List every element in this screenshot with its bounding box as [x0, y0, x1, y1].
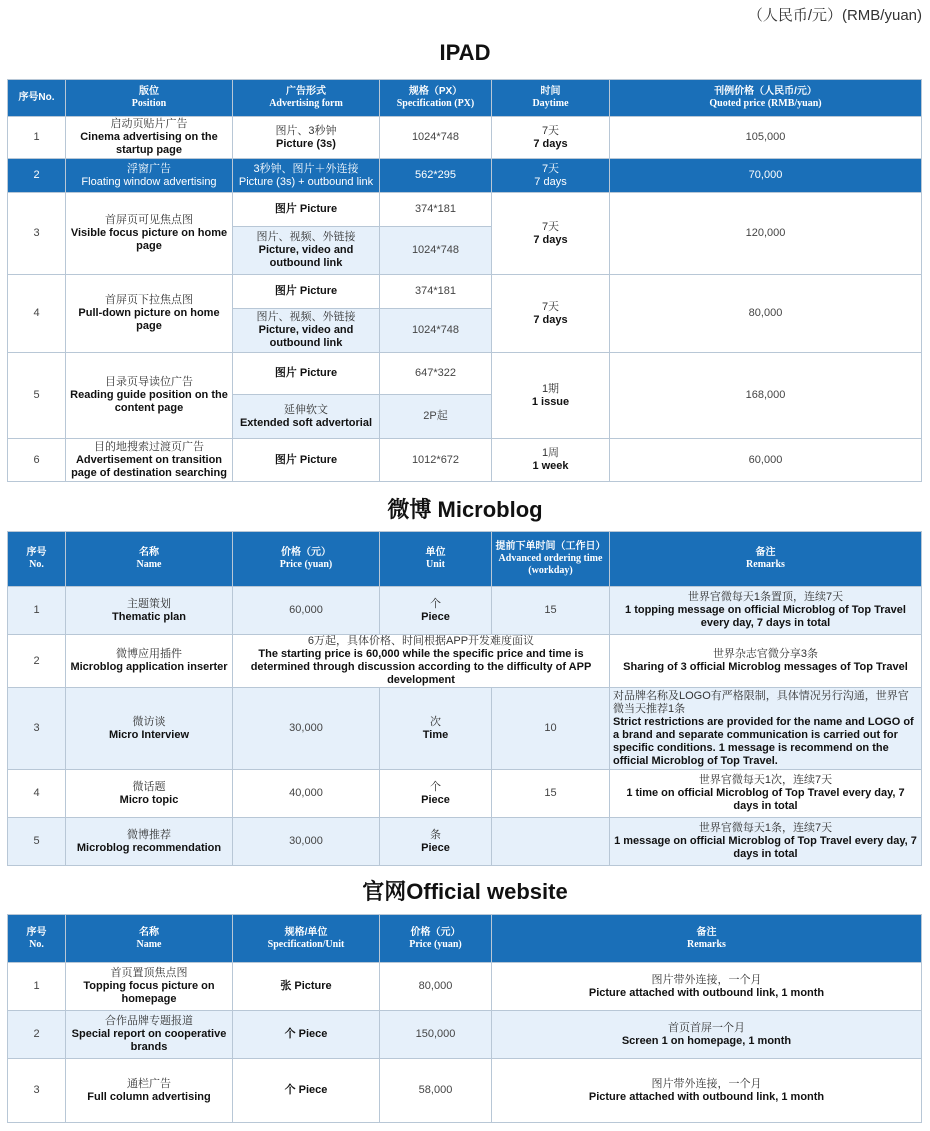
remark-cell: 首页首屏一个月 Screen 1 on homepage, 1 month [492, 1011, 922, 1059]
ipad-header-time: 时间 Daytime [492, 80, 610, 117]
spec-cell: 1012*672 [380, 439, 492, 482]
microblog-header-price: 价格（元） Price (yuan) [233, 532, 380, 587]
remark-cell: 世界官微每天1次，连续7天 1 time on official Microblog of Top Travel every day, 7 days in total [610, 770, 922, 818]
price-cell: 70,000 [610, 159, 922, 193]
ipad-header-form: 广告形式 Advertising form [233, 80, 380, 117]
microblog-table [7, 531, 922, 866]
price-cell: 80,000 [610, 275, 922, 353]
name-cell: 微话题 Micro topic [66, 770, 233, 818]
price-cell: 150,000 [380, 1011, 492, 1059]
ipad-header-spec: 规格（PX） Specification (PX) [380, 80, 492, 117]
price-cell: 58,000 [380, 1059, 492, 1123]
row-no: 2 [8, 159, 66, 193]
time-cell: 7天 7 days [492, 159, 610, 193]
remark-cell: 图片带外连接，一个月 Picture attached with outbound link, 1 month [492, 1059, 922, 1123]
table-row [8, 635, 922, 688]
unit-cell: 次 Time [380, 688, 492, 770]
microblog-header-lead-time: 提前下单时间（工作日） Advanced ordering time (workday) [492, 532, 610, 587]
ipad-header-row [8, 80, 922, 117]
spec-cell: 1024*748 [380, 117, 492, 159]
row-no: 5 [8, 353, 66, 439]
form-cell: 图片 Picture [233, 353, 380, 395]
spec-cell: 1024*748 [380, 309, 492, 353]
time-cell: 1期 1 issue [492, 353, 610, 439]
remark-cell: 世界官微每天1条，连续7天 1 message on official Microblog of Top Travel every day, 7 days in total [610, 818, 922, 866]
row-no: 4 [8, 770, 66, 818]
website-header-price: 价格（元） Price (yuan) [380, 915, 492, 963]
website-header-name: 名称 Name [66, 915, 233, 963]
time-cell: 7天 7 days [492, 275, 610, 353]
position-cell: 浮窗广告 Floating window advertising [66, 159, 233, 193]
name-cell: 通栏广告 Full column advertising [66, 1059, 233, 1123]
time-cell: 7天 7 days [492, 117, 610, 159]
form-cell: 图片、视频、外链接 Picture, video and outbound link [233, 309, 380, 353]
unit-cell: 个 Piece [380, 770, 492, 818]
spec-cell: 1024*748 [380, 227, 492, 275]
microblog-header-remarks: 备注 Remarks [610, 532, 922, 587]
price-cell: 105,000 [610, 117, 922, 159]
ipad-header-position: 版位 Position [66, 80, 233, 117]
row-no: 2 [8, 635, 66, 688]
lead-time-cell [492, 818, 610, 866]
form-cell: 图片、视频、外链接 Picture, video and outbound link [233, 227, 380, 275]
position-cell: 首屏页下拉焦点图 Pull-down picture on home page [66, 275, 233, 353]
row-no: 1 [8, 963, 66, 1011]
price-cell: 60,000 [233, 587, 380, 635]
row-no: 5 [8, 818, 66, 866]
table-row [8, 587, 922, 635]
remark-cell: 世界官微每天1条置顶，连续7天 1 topping message on official Microblog of Top Travel every day, 7 days in total [610, 587, 922, 635]
form-cell: 图片 Picture [233, 275, 380, 309]
position-cell: 首屏页可见焦点图 Visible focus picture on home page [66, 193, 233, 275]
ipad-header-price: 刊例价格（人民币/元） Quoted price (RMB/yuan) [610, 80, 922, 117]
table-row [8, 770, 922, 818]
microblog-header-row [8, 532, 922, 587]
form-cell: 延伸软文 Extended soft advertorial [233, 395, 380, 439]
remark-cell: 图片带外连接，一个月 Picture attached with outbound link, 1 month [492, 963, 922, 1011]
row-no: 1 [8, 587, 66, 635]
form-cell: 图片、3秒钟 Picture (3s) [233, 117, 380, 159]
name-cell: 合作品牌专题报道 Special report on cooperative brands [66, 1011, 233, 1059]
unit-cell: 条 Piece [380, 818, 492, 866]
price-cell: 60,000 [610, 439, 922, 482]
name-cell: 主题策划 Thematic plan [66, 587, 233, 635]
website-header-row [8, 915, 922, 963]
spec-cell: 2P起 [380, 395, 492, 439]
microblog-header-unit: 单位 Unit [380, 532, 492, 587]
ipad-section-title: IPAD [439, 40, 491, 65]
spec-cell: 374*181 [380, 193, 492, 227]
table-row [8, 963, 922, 1011]
name-cell: 微博应用插件 Microblog application inserter [66, 635, 233, 688]
time-cell: 1周 1 week [492, 439, 610, 482]
remark-cell: 世界杂志官微分享3条 Sharing of 3 official Microblog messages of Top Travel [610, 635, 922, 688]
microblog-header-no: 序号 No. [8, 532, 66, 587]
lead-time-cell: 15 [492, 587, 610, 635]
currency-note: （人民币/元）(RMB/yuan) [747, 7, 922, 24]
table-row [8, 818, 922, 866]
table-row [8, 688, 922, 770]
website-section-title: 官网Official website [362, 879, 568, 904]
price-cell: 80,000 [380, 963, 492, 1011]
price-cell: 168,000 [610, 353, 922, 439]
lead-time-cell: 15 [492, 770, 610, 818]
spec-cell: 374*181 [380, 275, 492, 309]
unit-cell: 个 Piece [380, 587, 492, 635]
form-cell: 3秒钟、图片＋外连接 Picture (3s) + outbound link [233, 159, 380, 193]
row-no: 3 [8, 193, 66, 275]
row-no: 3 [8, 1059, 66, 1123]
price-cell: 40,000 [233, 770, 380, 818]
table-row [8, 1011, 922, 1059]
website-header-unit: 规格/单位 Specification/Unit [233, 915, 380, 963]
website-table [7, 914, 922, 1123]
ipad-table [7, 79, 922, 482]
row-no: 2 [8, 1011, 66, 1059]
row-no: 4 [8, 275, 66, 353]
unit-cell: 个 Piece [233, 1059, 380, 1123]
ipad-header-no: 序号No. [8, 80, 66, 117]
table-row [8, 1059, 922, 1123]
price-cell: 120,000 [610, 193, 922, 275]
website-header-no: 序号 No. [8, 915, 66, 963]
price-cell: 30,000 [233, 818, 380, 866]
row-no: 6 [8, 439, 66, 482]
table-row [8, 353, 922, 395]
name-cell: 微博推荐 Microblog recommendation [66, 818, 233, 866]
website-header-remarks: 备注 Remarks [492, 915, 922, 963]
name-cell: 微访谈 Micro Interview [66, 688, 233, 770]
row-no: 3 [8, 688, 66, 770]
form-cell: 图片 Picture [233, 193, 380, 227]
table-row [8, 439, 922, 482]
remark-cell: 对品牌名称及LOGO有严格限制，具体情况另行沟通，世界官微当天推荐1条 Strict restrictions are provided for the name and LOGO of a brand and separate communication is carried out for specific conditions. 1 message is recommend on the official Microblog of Top Travel. [610, 688, 922, 770]
spec-cell: 562*295 [380, 159, 492, 193]
position-cell: 目的地搜索过渡页广告 Advertisement on transition page of destination searching [66, 439, 233, 482]
form-cell: 图片 Picture [233, 439, 380, 482]
table-row [8, 275, 922, 309]
row-no: 1 [8, 117, 66, 159]
microblog-header-name: 名称 Name [66, 532, 233, 587]
unit-cell: 张 Picture [233, 963, 380, 1011]
price-cell: 30,000 [233, 688, 380, 770]
time-cell: 7天 7 days [492, 193, 610, 275]
spec-cell: 647*322 [380, 353, 492, 395]
table-row [8, 193, 922, 227]
unit-cell: 个 Piece [233, 1011, 380, 1059]
table-row [8, 159, 922, 193]
lead-time-cell: 10 [492, 688, 610, 770]
microblog-section-title: 微博 Microblog [387, 497, 543, 522]
position-cell: 启动页贴片广告 Cinema advertising on the startup page [66, 117, 233, 159]
name-cell: 首页置顶焦点图 Topping focus picture on homepage [66, 963, 233, 1011]
table-row [8, 117, 922, 159]
position-cell: 目录页导读位广告 Reading guide position on the content page [66, 353, 233, 439]
merged-price-cell: 6万起，具体价格、时间根据APP开发难度面议 The starting price is 60,000 while the specific price and time is determined through discussion according to the difficulty of APP development [233, 635, 610, 688]
